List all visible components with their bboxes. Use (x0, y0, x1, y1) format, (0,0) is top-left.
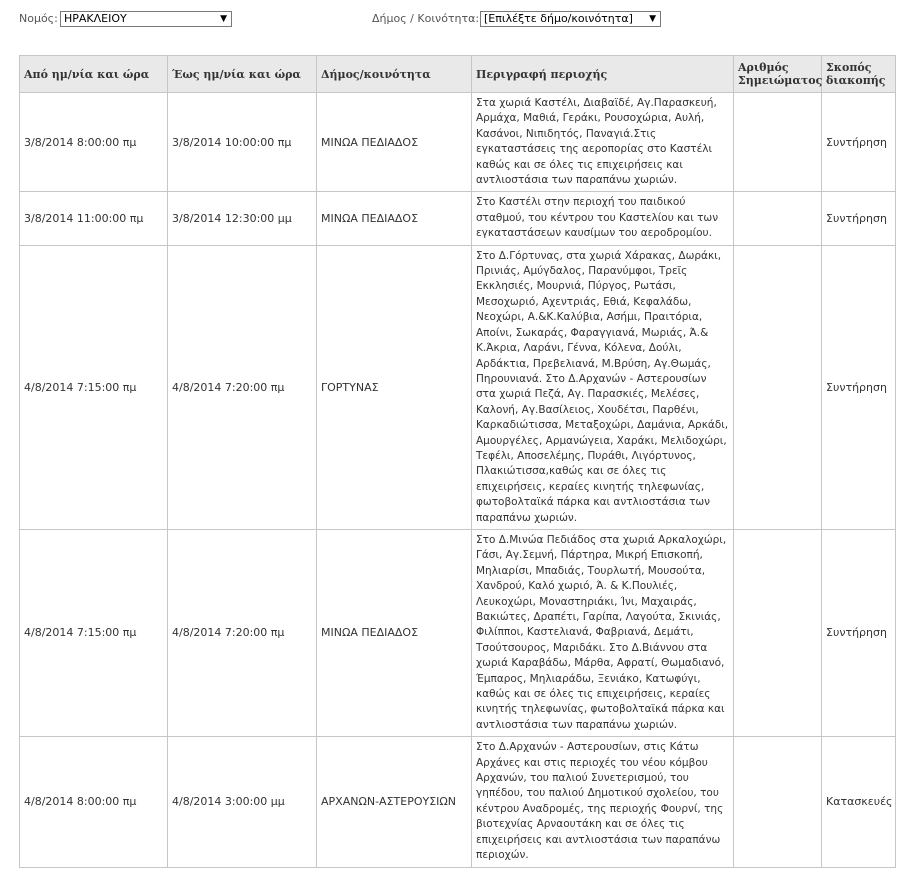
cell-note (734, 192, 822, 245)
dropdown-arrow-icon: ▼ (220, 14, 227, 24)
cell-description: Στο Δ.Γόρτυνας, στα χωριά Χάρακας, Δωράκι, Πρινιάς, Αμύγδαλος, Παρανύμφοι, Τρεῖς Εκκλησιές, Μουρνιά, Πύργος, Ρωτάσι, Μεσοχωριό, Αχεντριάς, Εθιά, Κεφαλάδω, Νεοχώρι, Α.&Κ.Καλύβια, Ασήμι, Πραιτόρια, Αποίνι, Σωκαράς, Φαραγγιανά, Μωριάς, Ά.& Κ.Άκρια, Λαράνι, Γέννα, Κόλενα, Δούλι, Αρδάκτια, Πρεβελιανά, Μ.Βρύση, Αγ.Θωμάς, Πηρουνιανά. Στο Δ.Αρχανών - Αστερουσίων στα χωριά Πεζά, Αγ. Παρασκιές, Μελέσες, Καλονή, Αγ.Βασίλειος, Χουδέτσι, Παρθένι, Καρκαδιώτισσα, Μεταξοχώρι, Δαμάνια, Αρκάδι, Αμουργέλες, Αρμανώγεια, Χαράκι, Μελιδοχώρι, Τεφέλι, Αποσελέμης, Πυράθι, Λιγόρτυνος, Πλακιώτισσα,καθώς και σε όλες τις επιχειρήσεις, κεραίες κινητής τηλεφωνίας, φωτοβολταϊκά πάρκα και αντλιοστάσια των παραπάνω χωριών. (472, 245, 734, 529)
table-row (20, 93, 896, 192)
cell-municipality: ΑΡΧΑΝΩΝ-ΑΣΤΕΡΟΥΣΙΩΝ (317, 737, 472, 867)
table-row (20, 737, 896, 867)
prefecture-select[interactable] (60, 11, 232, 27)
cell-municipality: ΜΙΝΩΑ ΠΕΔΙΑΔΟΣ (317, 192, 472, 245)
cell-description: Στα χωριά Καστέλι, Διαβαϊδέ, Αγ.Παρασκευή, Αρμάχα, Μαθιά, Γεράκι, Ρουσοχώρια, Αυλή, Κασάνοι, Νιπιδητός, Παναγιά.Στις εγκαταστάσεις της αεροπορίας στο Καστέλι καθώς και σε όλες τις επιχειρήσεις και αντλιοστάσια των παραπάνω χωριών. (472, 93, 734, 192)
cell-municipality: ΓΟΡΤΥΝΑΣ (317, 245, 472, 529)
cell-purpose: Συντήρηση (822, 529, 896, 736)
filter-bar (0, 0, 900, 40)
cell-municipality: ΜΙΝΩΑ ΠΕΔΙΑΔΟΣ (317, 93, 472, 192)
cell-description: Στο Δ.Μινώα Πεδιάδος στα χωριά Αρκαλοχώρι, Γάσι, Αγ.Σεμνή, Πάρτηρα, Μικρή Επισκοπή, Μηλιαρίσι, Μπαδιάς, Τουρλωτή, Μουσούτα, Χανδρού, Καλό χωριό, Ά. & Κ.Πουλιές, Λευκοχώρι, Μοναστηριάκι, Ίνι, Μαχαιράς, Βακιώτες, Δραπέτι, Γαρίπα, Λαγούτα, Σκινιάς, Φιλίπποι, Καστελιανά, Φαβριανά, Δεμάτι, Τσούτσουρος, Μαριδάκι. Στο Δ.Βιάννου στα χωριά Καραβάδω, Μάρθα, Αφρατί, Θωμαδιανό, Έμπαρος, Μηλιαράδω, Ξενιάκο, Κατωφύγι, καθώς και σε όλες τις επιχειρήσεις, κεραίες κινητής τηλεφωνίας, φωτοβολταϊκά πάρκα και αντλιοστάσια των παραπάνω χωριών. (472, 529, 734, 736)
header-area-description: Περιγραφή περιοχής (472, 56, 734, 93)
cell-purpose: Συντήρηση (822, 93, 896, 192)
prefecture-selected-value: ΗΡΑΚΛΕΙΟΥ (64, 12, 127, 25)
cell-from: 4/8/2014 7:15:00 πμ (20, 245, 168, 529)
cell-note (734, 93, 822, 192)
table-row (20, 529, 896, 736)
table-row (20, 192, 896, 245)
cell-note (734, 245, 822, 529)
table-header-row (20, 56, 896, 93)
cell-purpose: Συντήρηση (822, 192, 896, 245)
municipality-select[interactable] (480, 11, 661, 27)
cell-from: 3/8/2014 8:00:00 πμ (20, 93, 168, 192)
header-municipality: Δήμος/κοινότητα (317, 56, 472, 93)
cell-description: Στο Δ.Αρχανών - Αστερουσίων, στις Κάτω Αρχάνες και στις περιοχές του νέου κόμβου Αρχανών, του παλιού Συνετερισμού, του γηπέδου, του παλιού Δημοτικού σχολείου, του κέντρου Αναδρομές, της περιοχής Φουρνί, της βιοτεχνίας Αρναουτάκη και σε όλες τις επιχειρήσεις και αντλιοστάσια των παραπάνω περιοχών. (472, 737, 734, 867)
cell-note (734, 737, 822, 867)
cell-to: 4/8/2014 7:20:00 πμ (168, 245, 317, 529)
dropdown-arrow-icon: ▼ (649, 14, 656, 24)
header-note-number: Αριθμός Σημειώματος (734, 56, 822, 93)
cell-note (734, 529, 822, 736)
municipality-label: Δήμος / Κοινότητα: (372, 12, 480, 25)
cell-to: 3/8/2014 12:30:00 μμ (168, 192, 317, 245)
outages-table (19, 55, 896, 868)
municipality-selected-value: [Επιλέξτε δήμο/κοινότητα] (484, 12, 633, 25)
cell-description: Στο Καστέλι στην περιοχή του παιδικού σταθμού, του κέντρου του Καστελίου και των εγκαταστάσεων καυσίμων του αεροδρομίου. (472, 192, 734, 245)
header-purpose: Σκοπός διακοπής (822, 56, 896, 93)
header-to-datetime: Έως ημ/νία και ώρα (168, 56, 317, 93)
cell-municipality: ΜΙΝΩΑ ΠΕΔΙΑΔΟΣ (317, 529, 472, 736)
cell-purpose: Συντήρηση (822, 245, 896, 529)
cell-from: 4/8/2014 7:15:00 πμ (20, 529, 168, 736)
table-row (20, 245, 896, 529)
cell-to: 3/8/2014 10:00:00 πμ (168, 93, 317, 192)
cell-purpose: Κατασκευές (822, 737, 896, 867)
cell-to: 4/8/2014 3:00:00 μμ (168, 737, 317, 867)
cell-from: 3/8/2014 11:00:00 πμ (20, 192, 168, 245)
prefecture-label: Νομός: (19, 12, 58, 25)
cell-from: 4/8/2014 8:00:00 πμ (20, 737, 168, 867)
cell-to: 4/8/2014 7:20:00 πμ (168, 529, 317, 736)
header-from-datetime: Από ημ/νία και ώρα (20, 56, 168, 93)
